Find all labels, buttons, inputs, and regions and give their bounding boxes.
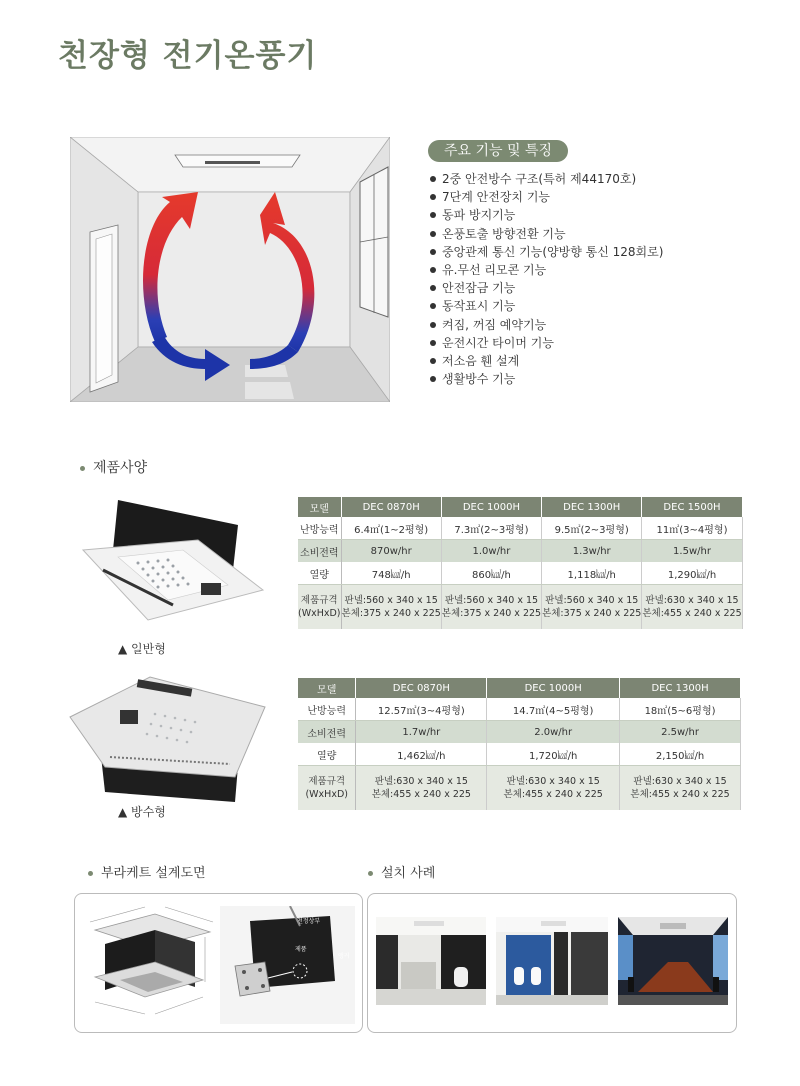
bullet-icon [80, 466, 85, 471]
feature-item: 중앙관제 통신 기능(양방향 통신 128회로) [428, 243, 663, 261]
table-cell: 14.7㎡(4~5평형) [487, 698, 620, 721]
bracket-mount-photo [220, 906, 355, 1024]
table-row [298, 766, 741, 811]
bracket-drawing-box [74, 893, 363, 1033]
table-header-row [298, 678, 741, 698]
feature-item: 생활방수 기능 [428, 370, 663, 388]
feature-item: 유.무선 리모콘 기능 [428, 261, 663, 279]
install-photo-restroom [376, 917, 486, 1005]
bracket-diagram [85, 902, 215, 1020]
waterproof-type-caption: ▲ 방수형 [118, 805, 166, 819]
feature-item: 온풍토출 방향전환 기능 [428, 225, 663, 243]
table-cell: 870w/hr [341, 540, 441, 563]
install-section-heading: 설치 사례 [368, 862, 435, 881]
table-cell: 7.3㎡(2~3평형) [441, 517, 541, 540]
feature-item: 2중 안전방수 구조(특허 제44170호) [428, 170, 663, 188]
install-examples-box [367, 893, 737, 1033]
table-row [298, 562, 742, 585]
table-header-row [298, 497, 742, 517]
standard-unit-image [78, 495, 268, 635]
room-illustration [70, 137, 390, 402]
install-photo-conference-room [618, 917, 728, 1005]
table-cell: 2.5w/hr [620, 721, 741, 744]
install-photo-urinals [496, 917, 608, 1005]
bracket-section-heading: 부라케트 설계도면 [88, 862, 206, 881]
table-cell: 1.0w/hr [441, 540, 541, 563]
table-cell: 18㎡(5~6평형) [620, 698, 741, 721]
bullet-icon [88, 871, 93, 876]
feature-item: 운전시간 타이머 기능 [428, 334, 663, 352]
standard-type-caption: ▲ 일반형 [118, 642, 166, 656]
row-label: 열량 [298, 562, 341, 585]
column-header: DEC 1500H [642, 497, 742, 517]
column-header: DEC 0870H [341, 497, 441, 517]
feature-item: 안전잠금 기능 [428, 279, 663, 297]
table-cell: 6.4㎡(1~2평형) [341, 517, 441, 540]
feature-item: 동작표시 기능 [428, 297, 663, 315]
feature-item: 켜짐, 꺼짐 예약기능 [428, 316, 663, 334]
column-header: DEC 0870H [356, 678, 487, 698]
table-cell: 11㎡(3~4평형) [642, 517, 742, 540]
table-cell: 판넬:630 x 340 x 15 본체:455 x 240 x 225 [487, 766, 620, 811]
table-row [298, 540, 742, 563]
page-title: 천장형 전기온풍기 [58, 38, 318, 74]
table-cell: 판넬:630 x 340 x 15 본체:455 x 240 x 225 [356, 766, 487, 811]
row-label: 난방능력 [298, 517, 341, 540]
table-row [298, 698, 741, 721]
table-row [298, 743, 741, 766]
spec-section-heading: 제품사양 [80, 457, 147, 477]
table-cell: 12.57㎡(3~4평형) [356, 698, 487, 721]
table-row [298, 721, 741, 744]
table-cell: 2.0w/hr [487, 721, 620, 744]
table-row [298, 585, 742, 630]
table-cell: 1.3w/hr [542, 540, 642, 563]
table-cell: 1.7w/hr [356, 721, 487, 744]
feature-item: 동파 방지기능 [428, 206, 663, 224]
row-label: 소비전력 [298, 721, 356, 744]
spec-table-waterproof [298, 678, 741, 810]
column-header: DEC 1000H [441, 497, 541, 517]
table-cell: 1,290㎉/h [642, 562, 742, 585]
table-cell: 1,462㎉/h [356, 743, 487, 766]
column-header: DEC 1300H [542, 497, 642, 517]
table-cell: 748㎉/h [341, 562, 441, 585]
table-row [298, 517, 742, 540]
column-header: DEC 1300H [620, 678, 741, 698]
waterproof-unit-image [65, 672, 270, 807]
feature-item: 저소음 휀 설계 [428, 352, 663, 370]
row-label: 난방능력 [298, 698, 356, 721]
table-cell: 판넬:560 x 340 x 15 본체:375 x 240 x 225 [542, 585, 642, 630]
bullet-icon [368, 871, 373, 876]
row-label: 소비전력 [298, 540, 341, 563]
table-cell: 9.5㎡(2~3평형) [542, 517, 642, 540]
features-heading: 주요 기능 및 특징 [428, 140, 568, 162]
table-cell: 1,118㎉/h [542, 562, 642, 585]
table-cell: 판넬:560 x 340 x 15 본체:375 x 240 x 225 [441, 585, 541, 630]
bracket-label-anchor: 앵커 [338, 953, 350, 960]
column-header: 모델 [298, 497, 341, 517]
column-header: 모델 [298, 678, 356, 698]
row-label: 제품규격 (WxHxD) [298, 766, 356, 811]
table-cell: 2,150㎉/h [620, 743, 741, 766]
column-header: DEC 1000H [487, 678, 620, 698]
row-label: 제품규격 (WxHxD) [298, 585, 341, 630]
table-cell: 1.5w/hr [642, 540, 742, 563]
table-cell: 860㎉/h [441, 562, 541, 585]
table-cell: 판넬:630 x 340 x 15 본체:455 x 240 x 225 [642, 585, 742, 630]
feature-item: 7단계 안전장치 기능 [428, 188, 663, 206]
table-cell: 1,720㎉/h [487, 743, 620, 766]
spec-table-standard [298, 497, 743, 629]
table-cell: 판넬:560 x 340 x 15 본체:375 x 240 x 225 [341, 585, 441, 630]
features-list [428, 170, 663, 388]
bracket-label-ceiling: 천정상부 [297, 918, 321, 925]
row-label: 열량 [298, 743, 356, 766]
bracket-label-product: 제품 [295, 946, 307, 953]
table-cell: 판넬:630 x 340 x 15 본체:455 x 240 x 225 [620, 766, 741, 811]
